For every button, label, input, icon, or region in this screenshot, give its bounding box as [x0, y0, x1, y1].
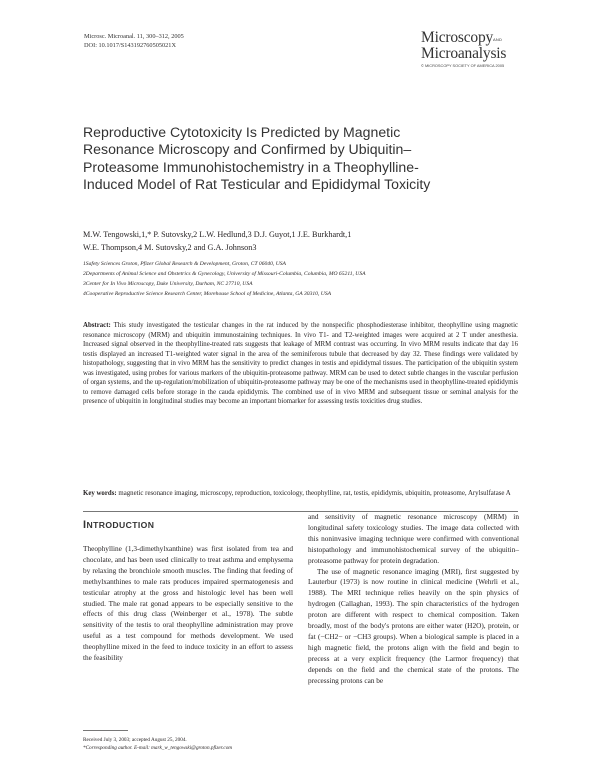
author-line-2: W.E. Thompson,4 M. Sutovsky,2 and G.A. Johnson3 [83, 242, 257, 252]
author-line-1: M.W. Tengowski,1,* P. Sutovsky,2 L.W. Hedlund,3 D.J. Guyot,1 J.E. Burkhardt,1 [83, 230, 352, 239]
affiliation-2: 2Departments of Animal Science and Obstetrics & Gynecology, University of Missouri-Columbia, Columbia, MO 65211, USA [83, 270, 366, 277]
keywords-text: magnetic resonance imaging, microscopy, reproduction, toxicology, theophylline, rat, testis, epididymis, ubiquitin, proteasome, Arylsulfatase A [118, 490, 511, 497]
affiliation-4: 4Cooperative Reproductive Science Research Center, Morehouse School of Medicine, Atlanta, GA 30310, USA [83, 290, 332, 297]
intro-paragraph-2: The use of magnetic resonance imaging (MRI), first suggested by Lauterbur (1973) is now routine in clinical medicine (Wehrli et al., 1988). The MRI technique relies heavily on the spin physics of hydrogen (Callaghan, 1993). The spin characteristics of the hydrogen proton are different with respect to chemical composition. Taken broadly, most of the body's protons are either water (H2O), protein, or fat (−CH2− or −CH3 groups). When a biological sample is placed in a high magnetic field, the protons align with the field and begin to precess at a very explicit frequency (the Larmor frequency) that depends on the field and the chemical state of the protons. The precessing protons can be [308, 566, 519, 685]
affiliation-3: 3Center for In Vivo Microscopy, Duke University, Durham, NC 27710, USA [83, 280, 253, 287]
abstract [83, 321, 518, 407]
keywords [83, 489, 518, 499]
abstract-label: Abstract: [83, 322, 111, 329]
logo-word-microscopy: Microscopy [421, 29, 494, 46]
section-heading-introduction: INTRODUCTION [83, 519, 155, 531]
received-date: Received July 3, 2003; accepted August 25, 2004. [83, 737, 187, 743]
corresponding-author: *Corresponding author. E-mail: mark_w_tengowski@groton.pfizer.com [83, 744, 233, 751]
footnotes [83, 737, 313, 752]
affiliations [83, 260, 533, 300]
logo-copyright: © MICROSCOPY SOCIETY OF AMERICA 2005 [421, 63, 505, 68]
article-title: Reproductive Cytotoxicity Is Predicted by Magnetic Resonance Microscopy and Confirmed by Ubiquitin–Proteasome Immunohistochemistry in a Theophylline-Induced Model of Rat Testicular and Epididymal Toxicity [83, 124, 431, 193]
logo-word-and: AND [493, 37, 503, 42]
author-list [83, 229, 523, 255]
intro-paragraph-continued: and sensitivity of magnetic resonance microscopy (MRM) in longitudinal safety toxicology studies. The image data collected with this noninvasive imaging technique were confirmed with conventional histopathology and immunohistochemical survey of the ubiquitin–proteasome pathway for protein degradation. [308, 512, 519, 565]
body-column-right [308, 512, 519, 687]
journal-citation: Microsc. Microanal. 11, 300–312, 2005 [84, 33, 184, 40]
logo-word-microanalysis: Microanalysis [421, 45, 507, 62]
body-column-left [83, 544, 293, 664]
keywords-label: Key words: [83, 490, 117, 497]
journal-doi: DOI: 10.1017/S143192760505021X [84, 41, 177, 49]
journal-reference [84, 33, 184, 50]
intro-paragraph-1: Theophylline (1,3-dimethylxanthine) was first isolated from tea and chocolate, and has been used clinically to treat asthma and emphysema by relaxing the bronchiole smooth muscles. The finding that feeding of methylxanthines to male rats produces impaired spermatogenesis and testicular atrophy at the gross and histologic level has been well studied. The male rat gonad appears to be especially sensitive to the effects of this drug class (Weinberger et al., 1978). The subtle sensitivity of the testis to oral theophylline administration may prove useful as a test compound for methods development. We used theophylline mixed in the feed to induce toxicity in an effort to assess the feasibility [83, 544, 293, 663]
footnote-divider [83, 730, 128, 731]
abstract-text: This study investigated the testicular changes in the rat induced by the nonspecific phosphodiesterase inhibitor, theophylline using magnetic resonance microscopy (MRM) and ubiquitin immunostaining techniques. In vivo T1- and T2-weighted images were acquired at 2 T under anesthesia. Increased signal observed in the theophylline-treated rats suggests that leakage of MRM contrast was occurring. In vivo MRM results indicate that day 16 testis displayed an increased T1-weighted water signal in the area of the seminiferous tubule that decreased by day 32. These findings were validated by histopathology, suggesting that in vivo MRM has the sensitivity to predict changes in testis and epididymal tissues. The participation of the ubiquitin system was investigated, using probes for various markers of the ubiquitin-proteasome pathway. MRM can be used to detect subtle changes in the vascular perfusion of organ systems, and the up-regulation/mobilization of ubiquitin-proteasome pathway may be one of the mechanisms used in theophylline-treated epididymis to remove damaged cells before storage in the cauda epididymis. The combined use of in vivo MRM and subsequent tissue or seminal analysis for the presence of ubiquitin in longitudinal studies may become an important biomarker for assessing testis toxicities drug studies. [83, 322, 519, 405]
journal-logo [421, 30, 541, 69]
affiliation-1: 1Safety Sciences Groton, Pfizer Global Research & Development, Groton, CT 06040, USA [83, 261, 286, 267]
